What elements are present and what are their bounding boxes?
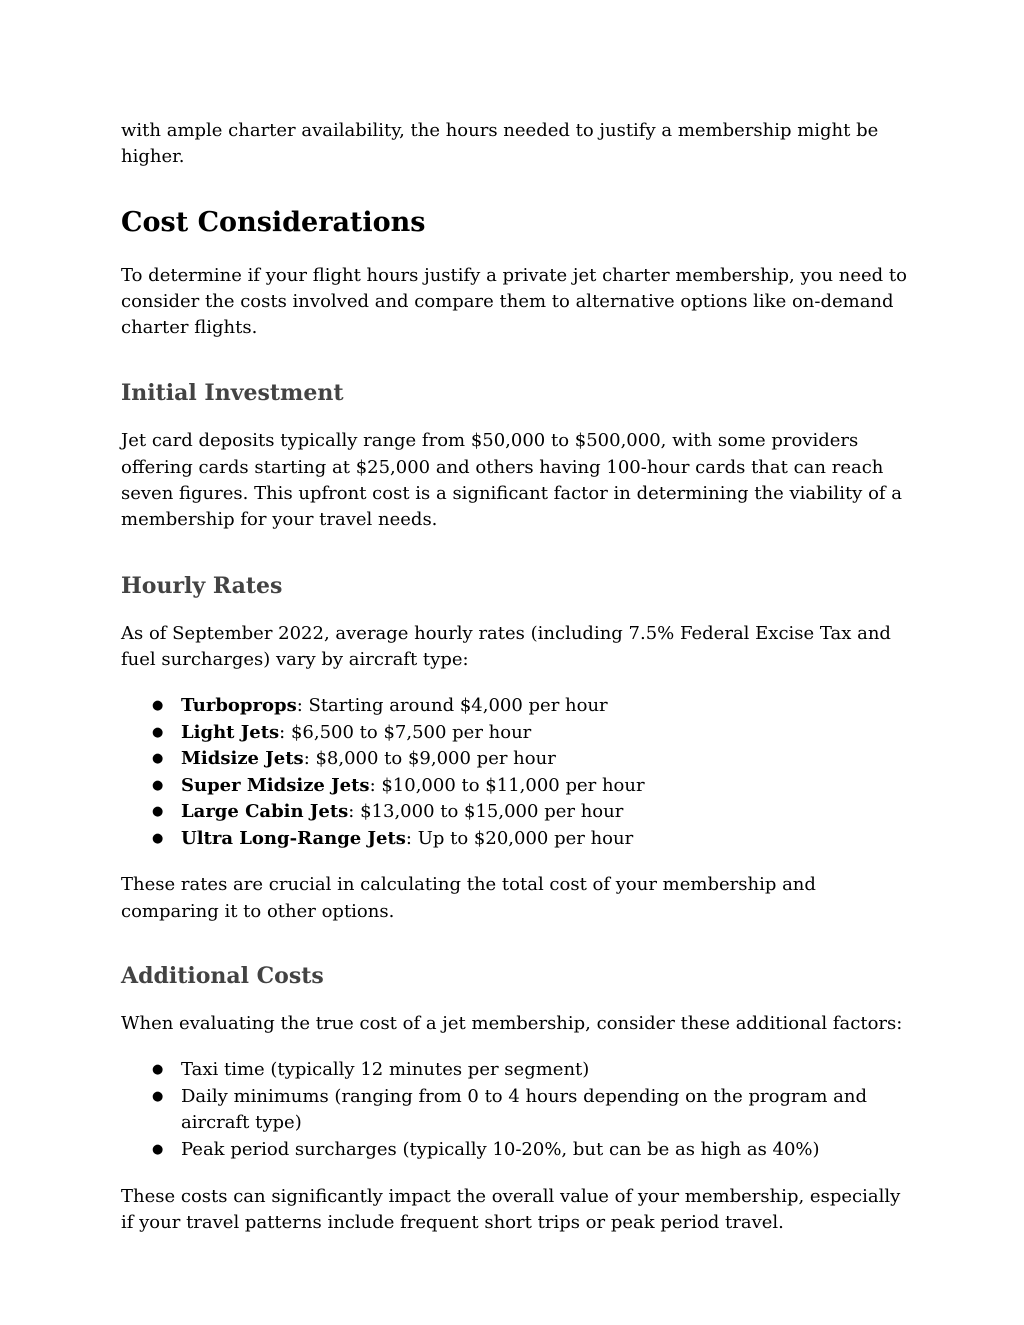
list-item	[121, 720, 911, 747]
rate-description: : $10,000 to $11,000 per hour	[369, 774, 645, 796]
aircraft-type-label: Super Midsize Jets	[181, 774, 370, 796]
additional-costs-list	[121, 1057, 911, 1163]
additional-costs-paragraph: When evaluating the true cost of a jet membership, consider these additional factors:	[121, 1012, 903, 1034]
list-item: ● Taxi time (typically 12 minutes per segment)	[121, 1057, 911, 1084]
list-item: ● Daily minimums (ranging from 0 to 4 hours depending on the program and aircraft type)	[121, 1084, 911, 1137]
hourly-rates-list	[121, 693, 911, 852]
aircraft-type-label: Ultra Long-Range Jets	[181, 827, 406, 849]
rate-description: : Starting around $4,000 per hour	[296, 695, 608, 717]
cost-considerations-heading: Cost Considerations	[121, 206, 426, 238]
rate-description: : $8,000 to $9,000 per hour	[303, 748, 556, 770]
aircraft-type-label: Light Jets	[181, 721, 280, 743]
hourly-rates-summary-paragraph: These rates are crucial in calculating the total cost of your membership and comparing it to other options.	[121, 874, 816, 922]
rate-description: : $6,500 to $7,500 per hour	[279, 721, 532, 743]
list-item	[121, 799, 911, 826]
hourly-rates-heading: Hourly Rates	[121, 572, 283, 599]
additional-costs-summary-paragraph: These costs can significantly impact the overall value of your membership, especially if your travel patterns include frequent short trips or peak period travel.	[121, 1186, 901, 1234]
aircraft-type-label: Large Cabin Jets	[181, 801, 349, 823]
cost-considerations-paragraph: To determine if your flight hours justify a private jet charter membership, you need to consider the costs involved and compare them to alternative options like on-demand charter flights.	[121, 264, 907, 339]
rate-description: : $13,000 to $15,000 per hour	[348, 801, 624, 823]
hourly-rates-paragraph: As of September 2022, average hourly rates (including 7.5% Federal Excise Tax and fuel surcharges) vary by aircraft type:	[121, 622, 891, 670]
list-item	[121, 746, 911, 773]
aircraft-type-label: Turboprops	[181, 695, 297, 717]
list-item	[121, 773, 911, 800]
aircraft-type-label: Midsize Jets	[181, 748, 304, 770]
initial-investment-paragraph: Jet card deposits typically range from $50,000 to $500,000, with some providers offering cards starting at $25,000 and others having 100-hour cards that can reach seven figures. This upfront cost is a significant factor in determining the viability of a membership for your travel needs.	[121, 430, 903, 531]
additional-costs-heading: Additional Costs	[121, 962, 324, 989]
rate-description: : Up to $20,000 per hour	[405, 827, 634, 849]
document-page	[121, 118, 911, 1237]
intro-continuation-paragraph: with ample charter availability, the hours needed to justify a membership might be higher.	[121, 120, 879, 168]
list-item	[121, 826, 911, 853]
list-item	[121, 693, 911, 720]
list-item: ● Peak period surcharges (typically 10-20%, but can be as high as 40%)	[121, 1137, 911, 1164]
initial-investment-heading: Initial Investment	[121, 380, 344, 407]
